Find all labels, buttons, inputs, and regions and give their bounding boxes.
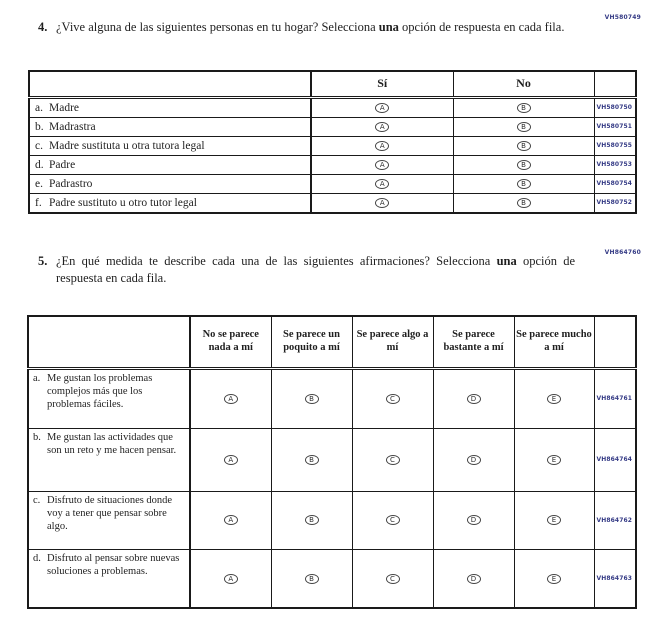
row-code: VH864762	[594, 491, 636, 549]
option-bubble-b[interactable]: B	[517, 122, 531, 132]
question-5-stem	[38, 253, 575, 287]
q4-row-b	[29, 117, 636, 136]
option-bubble-b[interactable]: B	[305, 455, 319, 465]
row-code: VH580750	[594, 97, 636, 117]
option-bubble-c[interactable]: C	[386, 574, 400, 584]
item-code-q4: VH580749	[604, 14, 641, 21]
column-header-bastante: Se parece bastante a mí	[433, 316, 514, 368]
row-code: VH580751	[594, 117, 636, 136]
row-letter: d.	[33, 552, 41, 564]
option-bubble-a[interactable]: A	[224, 394, 238, 404]
row-letter: c.	[35, 139, 43, 152]
bold-emphasis: una	[496, 254, 517, 268]
q4-row-a	[29, 97, 636, 117]
question-text	[56, 19, 568, 36]
row-letter: b.	[35, 120, 44, 133]
option-bubble-e[interactable]: E	[547, 455, 561, 465]
column-header-mucho: Se parece mucho a mí	[514, 316, 594, 368]
option-bubble-a[interactable]: A	[375, 122, 389, 132]
column-header-algo: Se parece algo a mí	[352, 316, 433, 368]
q4-row-f	[29, 193, 636, 213]
q4-row-d	[29, 155, 636, 174]
option-bubble-a[interactable]: A	[375, 179, 389, 189]
option-bubble-a[interactable]: A	[224, 515, 238, 525]
q4-header-row	[29, 71, 636, 97]
option-bubble-a[interactable]: A	[224, 574, 238, 584]
option-bubble-a[interactable]: A	[375, 141, 389, 151]
row-label: Padre sustituto u otro tutor legal	[49, 196, 197, 209]
option-bubble-d[interactable]: D	[467, 574, 481, 584]
code-header-cell	[594, 71, 636, 97]
option-bubble-b[interactable]: B	[517, 179, 531, 189]
question-number: 4.	[38, 20, 48, 34]
question-text-part1: ¿En qué medida te describe cada una de las siguientes afirmaciones? Selecciona	[56, 254, 497, 268]
q5-row-a	[28, 368, 636, 428]
row-label: Me gustan los problemas complejos más que los problemas fáciles.	[47, 372, 153, 410]
row-code: VH864764	[594, 428, 636, 491]
question-text-part1: ¿Vive alguna de las siguientes personas en tu hogar? Selecciona	[56, 20, 379, 34]
row-label: Disfruto de situaciones donde voy a tener que pensar sobre algo.	[47, 494, 173, 532]
item-code-q5: VH864760	[604, 249, 641, 256]
row-code: VH864763	[594, 549, 636, 608]
row-label: Padrastro	[49, 177, 93, 190]
row-label: Madre sustituta u otra tutora legal	[49, 139, 205, 152]
option-bubble-b[interactable]: B	[517, 103, 531, 113]
row-label: Madre	[49, 101, 80, 114]
option-bubble-b[interactable]: B	[305, 515, 319, 525]
option-bubble-b[interactable]: B	[305, 574, 319, 584]
q5-row-d	[28, 549, 636, 608]
option-bubble-a[interactable]: A	[375, 160, 389, 170]
row-letter: c.	[33, 494, 41, 506]
column-header-no: No	[453, 71, 594, 97]
row-code: VH580755	[594, 136, 636, 155]
q4-response-table	[28, 70, 637, 214]
option-bubble-d[interactable]: D	[467, 515, 481, 525]
option-bubble-e[interactable]: E	[547, 394, 561, 404]
empty-header-cell	[28, 316, 190, 368]
row-code: VH864761	[594, 368, 636, 428]
row-letter: b.	[33, 431, 41, 443]
row-label: Disfruto al pensar sobre nuevas soluciones a problemas.	[47, 552, 180, 577]
question-text	[56, 253, 575, 287]
code-header-cell	[594, 316, 636, 368]
row-label: Padre	[49, 158, 76, 171]
option-bubble-a[interactable]: A	[375, 198, 389, 208]
option-bubble-a[interactable]: A	[224, 455, 238, 465]
option-bubble-b[interactable]: B	[517, 160, 531, 170]
question-4-stem	[38, 19, 568, 36]
question-text-part2: opción de respuesta en cada fila.	[56, 254, 575, 285]
option-bubble-e[interactable]: E	[547, 515, 561, 525]
column-header-poquito: Se parece un poquito a mí	[271, 316, 352, 368]
column-header-si: Sí	[311, 71, 453, 97]
option-bubble-c[interactable]: C	[386, 455, 400, 465]
row-letter: f.	[35, 196, 42, 209]
question-text-part2: opción de respuesta en cada fila.	[398, 20, 565, 34]
q5-row-c	[28, 491, 636, 549]
row-letter: a.	[33, 372, 41, 384]
row-letter: a.	[35, 101, 43, 114]
q4-row-c	[29, 136, 636, 155]
option-bubble-b[interactable]: B	[305, 394, 319, 404]
option-bubble-b[interactable]: B	[517, 141, 531, 151]
question-number: 5.	[38, 254, 48, 268]
empty-header-cell	[29, 71, 311, 97]
q5-response-table	[27, 315, 637, 609]
option-bubble-a[interactable]: A	[375, 103, 389, 113]
row-label: Me gustan las actividades que son un reto y me hacen pensar.	[47, 431, 177, 456]
row-code: VH580752	[594, 193, 636, 213]
option-bubble-c[interactable]: C	[386, 394, 400, 404]
bold-emphasis: una	[378, 20, 399, 34]
row-letter: e.	[35, 177, 43, 190]
option-bubble-d[interactable]: D	[467, 394, 481, 404]
q5-header-row	[28, 316, 636, 368]
row-code: VH580753	[594, 155, 636, 174]
q4-row-e	[29, 174, 636, 193]
row-code: VH580754	[594, 174, 636, 193]
option-bubble-e[interactable]: E	[547, 574, 561, 584]
column-header-nada: No se parece nada a mí	[190, 316, 271, 368]
row-label: Madrastra	[49, 120, 96, 133]
option-bubble-c[interactable]: C	[386, 515, 400, 525]
option-bubble-d[interactable]: D	[467, 455, 481, 465]
option-bubble-b[interactable]: B	[517, 198, 531, 208]
q5-row-b	[28, 428, 636, 491]
row-letter: d.	[35, 158, 44, 171]
